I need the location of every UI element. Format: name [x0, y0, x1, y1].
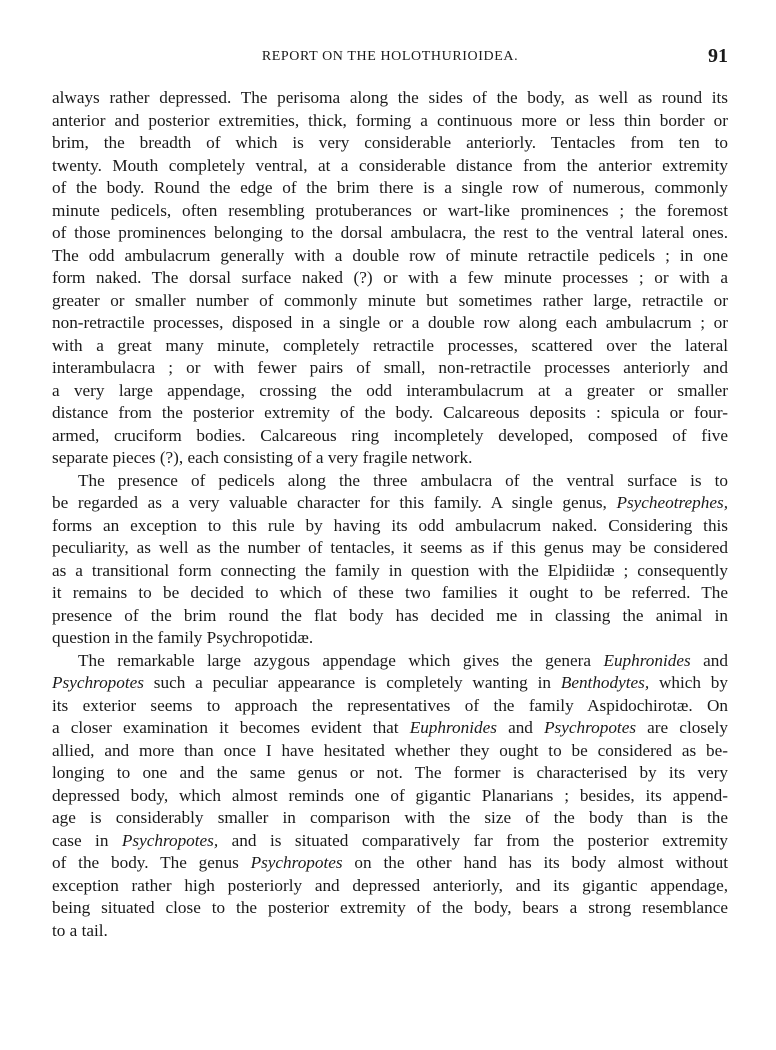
- italic-taxon-name: Psychropotes: [52, 673, 144, 692]
- text-line: [52, 807, 728, 830]
- text-run: and: [496, 718, 545, 737]
- text-line: [52, 920, 728, 943]
- text-run: depressed body, which almost reminds one of gigantic Planarians ; besides, its append-: [52, 785, 728, 805]
- text-line: [52, 740, 728, 763]
- text-line: [52, 695, 728, 718]
- text-line: [52, 560, 728, 583]
- text-line: [52, 155, 728, 178]
- text-run: a closer examination it becomes evident that: [52, 718, 410, 737]
- text-line: [52, 672, 728, 695]
- running-header: [52, 47, 728, 69]
- text-run: greater or smaller number of commonly minute but sometimes rather large, retractile or: [52, 290, 728, 310]
- text-line: [52, 785, 728, 808]
- text-line: [52, 605, 728, 628]
- text-run: are closely: [636, 718, 728, 737]
- text-run: The presence of pedicels along the three ambulacra of the ventral surface is to: [78, 470, 728, 490]
- text-line: [52, 447, 728, 470]
- text-run: peculiarity, as well as the number of tentacles, it seems as if this genus may be considered: [52, 538, 728, 557]
- text-line: [52, 402, 728, 425]
- text-run: The odd ambulacrum generally with a double row of minute retractile pedicels ; in one: [52, 245, 728, 265]
- text-line: [52, 650, 728, 673]
- text-line: [52, 200, 728, 223]
- text-line: [52, 267, 728, 290]
- text-line: [52, 582, 728, 605]
- text-run: allied, and more than once I have hesitated whether they ought to be considered as be-: [52, 740, 728, 760]
- text-run: armed, cruciform bodies. Calcareous ring incompletely developed, composed of five: [52, 425, 728, 445]
- text-run: question in the family Psychropotidæ.: [52, 628, 314, 647]
- text-line: [52, 762, 728, 785]
- text-line: [52, 222, 728, 245]
- text-run: twenty. Mouth completely ventral, at a considerable distance from the anterior extremity: [52, 155, 728, 175]
- italic-taxon-name: Psycheotrephes,: [616, 493, 728, 512]
- text-line: [52, 537, 728, 560]
- italic-taxon-name: Benthodytes,: [560, 673, 650, 692]
- italic-taxon-name: Euphronides: [603, 650, 691, 670]
- text-line: [52, 380, 728, 403]
- text-run: which by: [649, 673, 728, 692]
- text-line: [52, 425, 728, 448]
- text-line: [52, 245, 728, 268]
- italic-taxon-name: Euphronides: [409, 718, 497, 737]
- text-run: it remains to be decided to which of these two families it ought to be referred. The: [52, 583, 728, 602]
- text-line: [52, 177, 728, 200]
- text-run: of the body. The genus: [52, 853, 251, 872]
- text-run: form naked. The dorsal surface naked (?) or with a few minute processes ; or with a: [52, 268, 728, 287]
- text-line: [52, 290, 728, 313]
- italic-taxon-name: Psychropotes,: [121, 830, 219, 850]
- text-line: [52, 897, 728, 920]
- text-run: longing to one and the same genus or not. The former is characterised by its very: [52, 763, 728, 782]
- text-run: interambulacra ; or with fewer pairs of small, non-retractile processes anteriorly and: [52, 358, 728, 377]
- text-run: brim, the breadth of which is very considerable anteriorly. Tentacles from ten to: [52, 133, 728, 152]
- text-run: anterior and posterior extremities, thick, forming a continuous more or less thin border or: [52, 110, 728, 130]
- text-line: [52, 717, 728, 740]
- text-run: be regarded as a very valuable character for this family. A single genus,: [52, 493, 617, 512]
- text-run: its exterior seems to approach the representatives of the family Aspidochirotæ. On: [52, 695, 728, 715]
- text-run: age is considerably smaller in comparison with the size of the body than is the: [52, 808, 728, 827]
- paragraph: [52, 650, 728, 943]
- italic-taxon-name: Psychropotes: [544, 718, 637, 737]
- text-line: [52, 312, 728, 335]
- text-run: of the body. Round the edge of the brim there is a single row of numerous, commonly: [52, 178, 728, 197]
- text-run: of those prominences belonging to the dorsal ambulacra, the rest to the ventral lateral ones.: [52, 223, 728, 242]
- text-run: to a tail.: [52, 920, 108, 940]
- text-line: [52, 515, 728, 538]
- text-run: case in: [52, 830, 122, 850]
- page-number: 91: [708, 45, 728, 67]
- text-run: always rather depressed. The perisoma along the sides of the body, as well as round its: [52, 88, 728, 107]
- text-line: [52, 627, 728, 650]
- text-run: such a peculiar appearance is completely wanting in: [143, 673, 561, 692]
- text-line: [52, 470, 728, 493]
- text-line: [52, 875, 728, 898]
- text-run: separate pieces (?), each consisting of a very fragile network.: [52, 448, 473, 467]
- text-run: minute pedicels, often resembling protuberances or wart-like prominences ; the foremost: [52, 200, 728, 220]
- text-line: [52, 492, 728, 515]
- text-run: as a transitional form connecting the family in question with the Elpidiidæ ; consequently: [52, 560, 728, 580]
- body-text: [52, 87, 728, 942]
- paragraph: [52, 87, 728, 470]
- paragraph: [52, 470, 728, 650]
- running-title: REPORT ON THE HOLOTHURIOIDEA.: [261, 49, 519, 64]
- text-run: presence of the brim round the flat body has decided me in classing the animal in: [52, 605, 728, 625]
- text-run: and: [690, 650, 728, 670]
- text-line: [52, 830, 728, 853]
- text-line: [52, 335, 728, 358]
- text-run: distance from the posterior extremity of the body. Calcareous deposits : spicula or four-: [52, 403, 728, 422]
- text-run: exception rather high posteriorly and depressed anteriorly, and its gigantic appendage,: [52, 875, 728, 895]
- text-run: being situated close to the posterior extremity of the body, bears a strong resemblance: [52, 898, 728, 917]
- text-run: non-retractile processes, disposed in a single or a double row along each ambulacrum ; or: [52, 313, 728, 332]
- text-line: [52, 357, 728, 380]
- text-line: [52, 132, 728, 155]
- italic-taxon-name: Psychropotes: [250, 853, 343, 872]
- text-run: with a great many minute, completely retractile processes, scattered over the lateral: [52, 335, 728, 355]
- text-run: a very large appendage, crossing the odd interambulacrum at a greater or smaller: [52, 380, 728, 400]
- text-run: forms an exception to this rule by having its odd ambulacrum naked. Considering this: [52, 515, 728, 535]
- text-line: [52, 87, 728, 110]
- text-run: and is situated comparatively far from the posterior extremity: [218, 830, 728, 850]
- text-line: [52, 110, 728, 133]
- text-run: The remarkable large azygous appendage which gives the genera: [78, 650, 604, 670]
- text-line: [52, 852, 728, 875]
- text-run: on the other hand has its body almost without: [342, 853, 728, 872]
